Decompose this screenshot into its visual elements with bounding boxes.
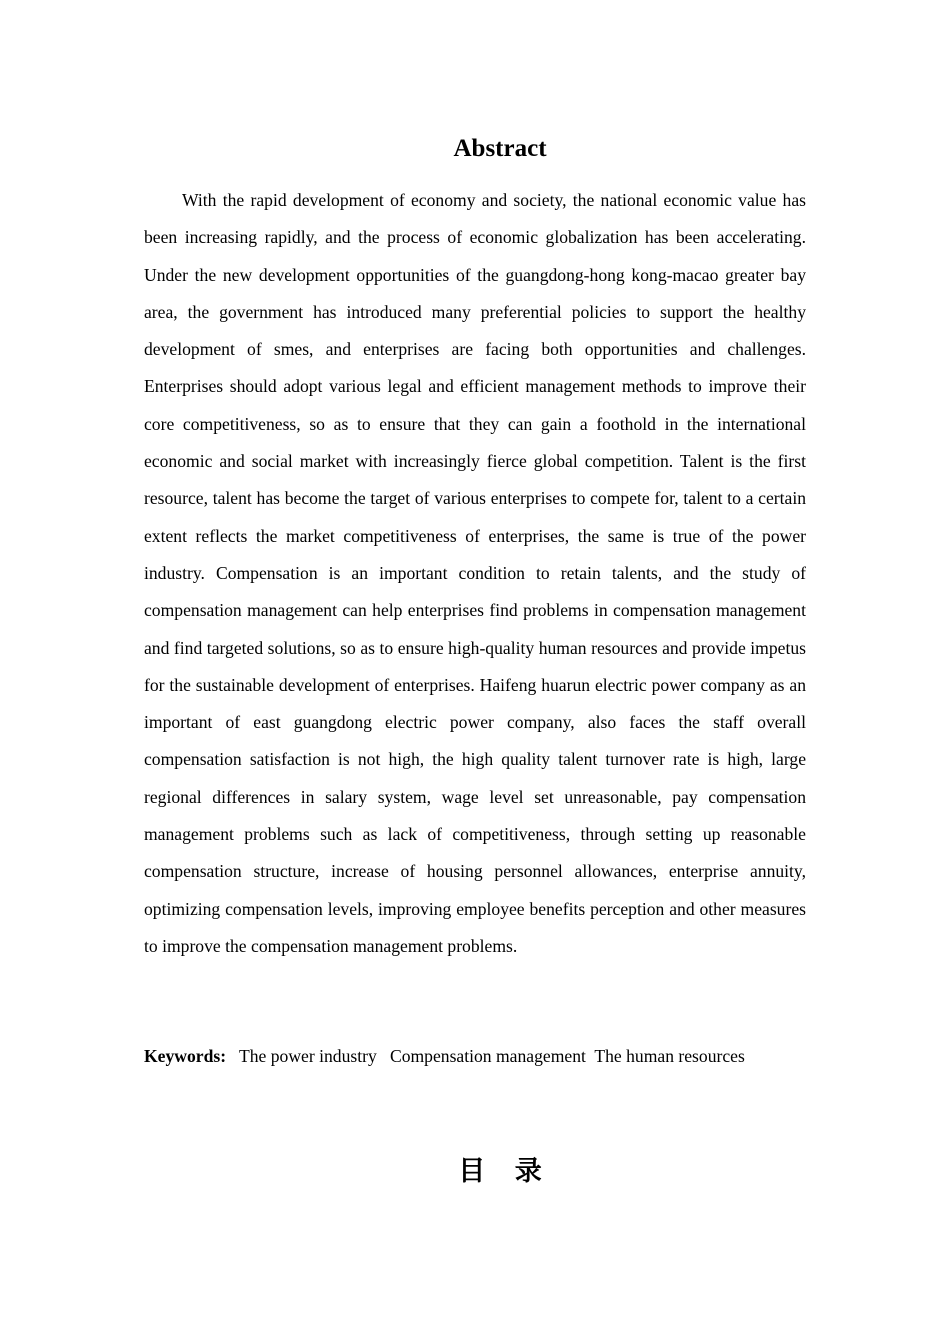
keywords-line <box>144 1040 844 1072</box>
abstract-body: With the rapid development of economy and society, the national economic value has been increasing rapidly, and the process of economic globalization has been accelerating. Under the new development opportunities of the guangdong-hong kong-macao greater bay area, the government has introduced many preferential policies to support the healthy development of smes, and enterprises are facing both opportunities and challenges. Enterprises should adopt various legal and efficient management methods to improve their core competitiveness, so as to ensure that they can gain a foothold in the international economic and social market with increasingly fierce global competition. Talent is the first resource, talent has become the target of various enterprises to compete for, talent to a certain extent reflects the market competitiveness of enterprises, the same is true of the power industry. Compensation is an important condition to retain talents, and the study of compensation management can help enterprises find problems in compensation management and find targeted solutions, so as to ensure high-quality human resources and provide impetus for the sustainable development of enterprises. Haifeng huarun electric power company as an important of east guangdong electric power company, also faces the staff overall compensation satisfaction is not high, the high quality talent turnover rate is high, large regional differences in salary system, wage level set unreasonable, pay compensation management problems such as lack of competitiveness, through setting up reasonable compensation structure, increase of housing personnel allowances, enterprise annuity, optimizing compensation levels, improving employee benefits perception and other measures to improve the compensation management problems. <box>144 190 806 956</box>
keywords-text: The power industry Compensation management The human resources <box>226 1046 745 1066</box>
table-of-contents-title: 目 录 <box>458 1156 552 1187</box>
abstract-title: Abstract <box>453 135 547 162</box>
keywords-label: Keywords: <box>144 1046 227 1066</box>
